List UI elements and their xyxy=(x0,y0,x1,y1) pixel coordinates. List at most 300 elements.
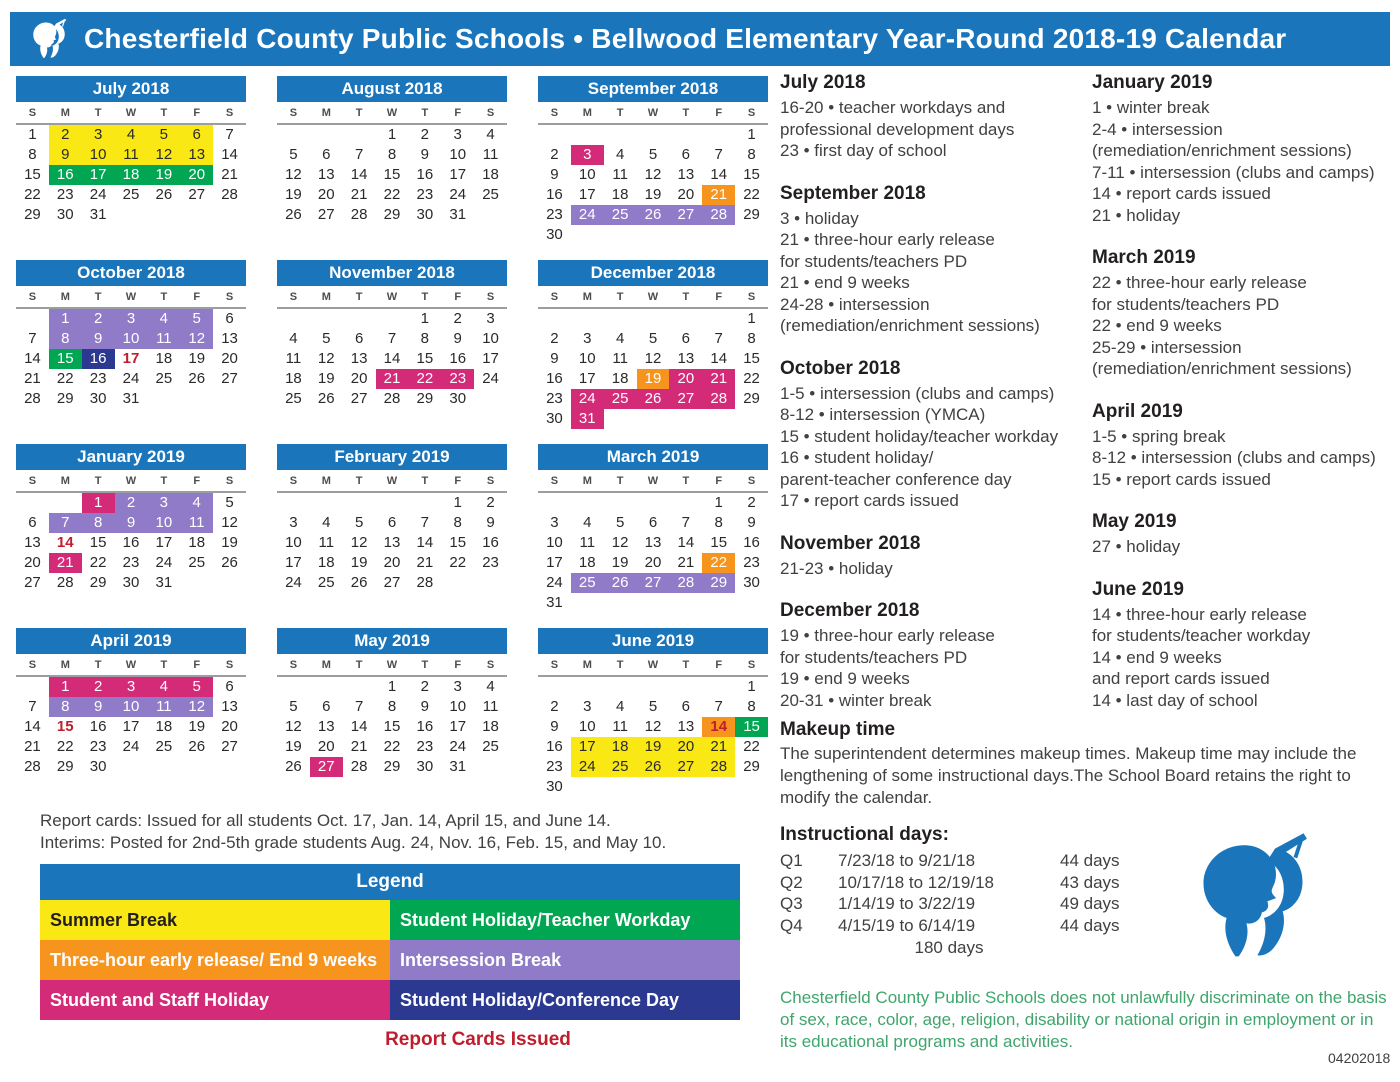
empty-day xyxy=(538,493,571,513)
calendar-day: 27 xyxy=(24,574,41,591)
month-note-line: 14 • last day of school xyxy=(1092,690,1258,710)
calendar-day: 26 xyxy=(285,206,302,223)
calendar-day: 19 xyxy=(317,370,335,387)
calendar-day: 3 xyxy=(486,310,495,327)
empty-day xyxy=(637,125,670,145)
calendar-day: 4 xyxy=(115,125,148,145)
month-note-line: 3 • holiday xyxy=(780,208,859,228)
weekday-label: M xyxy=(321,291,331,303)
instructional-days-section xyxy=(780,824,1210,960)
calendar-day: 24 xyxy=(571,389,604,409)
calendar-day: 9 xyxy=(420,146,430,163)
calendar-day: 1 xyxy=(387,126,397,143)
weekday-label: T xyxy=(421,475,429,487)
calendar-day: 14 xyxy=(416,534,434,551)
calendar-day: 16 xyxy=(49,165,82,185)
calendar-day: 12 xyxy=(611,534,629,551)
month-calendar xyxy=(16,444,246,613)
calendar-day: 6 xyxy=(322,698,331,715)
legend-item: Student Holiday/Conference Day xyxy=(390,980,740,1020)
calendar-day: 22 xyxy=(56,370,74,387)
month-note-line: 19 • three-hour early release xyxy=(780,626,995,645)
days-grid xyxy=(16,309,246,409)
weekday-label: T xyxy=(682,291,690,303)
weekday-label: T xyxy=(616,107,624,119)
page-title: Chesterfield County Public Schools • Bellwood Elementary Year-Round 2018-19 Calendar xyxy=(84,23,1287,54)
calendar-day: 25 xyxy=(604,389,637,409)
calendar-day: 16 xyxy=(546,186,563,203)
calendar-day: 13 xyxy=(677,166,695,183)
days-grid xyxy=(277,309,507,409)
calendar-day: 20 xyxy=(669,737,702,757)
calendar-day: 3 xyxy=(550,514,559,531)
weekday-row xyxy=(16,655,246,677)
calendar-day: 6 xyxy=(28,514,37,531)
weekday-label: T xyxy=(421,107,429,119)
calendar-day: 25 xyxy=(155,738,173,755)
calendar-day: 9 xyxy=(550,718,559,735)
calendar-day: 30 xyxy=(89,390,107,407)
calendar-day: 11 xyxy=(147,329,180,349)
month-calendar xyxy=(277,76,507,245)
empty-day xyxy=(343,677,376,697)
empty-day xyxy=(277,125,310,145)
weekday-label: W xyxy=(386,475,398,487)
calendar-day: 13 xyxy=(677,350,695,367)
calendar-day: 1 xyxy=(49,677,82,697)
calendar-day: 9 xyxy=(453,330,462,347)
calendar-day: 19 xyxy=(285,738,302,755)
calendar-day: 18 xyxy=(482,718,499,735)
calendar-day: 19 xyxy=(637,369,670,389)
days-grid xyxy=(277,125,507,225)
weekday-label: W xyxy=(125,291,137,303)
calendar-day: 2 xyxy=(115,493,148,513)
calendar-day: 26 xyxy=(155,186,173,203)
month-notes-section xyxy=(780,533,1086,580)
month-notes-title: July 2018 xyxy=(780,72,866,93)
quarter-label: Q3 xyxy=(780,894,803,913)
calendar-day: 23 xyxy=(416,738,434,755)
calendar-day: 19 xyxy=(221,534,238,551)
calendar-day: 2 xyxy=(49,125,82,145)
calendar-day: 14 xyxy=(350,718,368,735)
month-note-line: professional development days xyxy=(780,119,1015,139)
empty-day xyxy=(343,125,376,145)
month-note-line: 15 • report cards issued xyxy=(1092,469,1271,489)
month-title: September 2018 xyxy=(538,76,768,102)
calendar-day: 17 xyxy=(155,534,173,551)
month-notes-title: December 2018 xyxy=(780,600,920,621)
calendar-day: 26 xyxy=(188,370,206,387)
calendar-day: 29 xyxy=(24,206,41,223)
calendar-day: 4 xyxy=(615,698,625,715)
calendar-day: 21 xyxy=(350,186,368,203)
calendar-day: 21 xyxy=(24,738,41,755)
month-notes-section xyxy=(1092,247,1398,380)
empty-day xyxy=(702,309,735,329)
empty-day xyxy=(277,309,310,329)
calendar-day: 10 xyxy=(578,350,596,367)
calendar-day: 22 xyxy=(702,553,735,573)
quarter-days: 44 days xyxy=(1060,915,1120,935)
calendar-day: 24 xyxy=(285,574,302,591)
calendar-day: 11 xyxy=(612,166,628,183)
calendar-day: 18 xyxy=(578,554,596,571)
month-notes-section xyxy=(780,72,1086,162)
weekday-label: W xyxy=(125,659,137,671)
weekday-label: W xyxy=(386,107,398,119)
calendar-day: 15 xyxy=(56,718,74,735)
calendar-day: 8 xyxy=(82,513,115,533)
weekday-label: M xyxy=(582,659,592,671)
weekday-label: S xyxy=(486,475,495,487)
legend-item: Summer Break xyxy=(40,900,390,940)
ccps-logo-icon xyxy=(28,16,70,62)
calendar-day: 19 xyxy=(350,554,368,571)
calendar-day: 10 xyxy=(578,718,596,735)
month-note-line: 2-4 • intersession xyxy=(1092,119,1223,139)
calendar-day: 4 xyxy=(486,126,495,143)
nondiscrimination-disclaimer: Chesterfield County Public Schools does not unlawfully discriminate on the basis of sex, race, color, age, religion, disability or national origin in employment or in its educational programs and activities. xyxy=(780,988,1387,1051)
calendar-day: 31 xyxy=(546,594,563,611)
report-cards-issued-label: Report Cards Issued xyxy=(385,1029,571,1050)
weekday-row xyxy=(538,287,768,309)
month-title: December 2018 xyxy=(538,260,768,286)
quarter-days: 43 days xyxy=(1060,872,1120,892)
calendar-day: 28 xyxy=(24,390,41,407)
calendar-day: 8 xyxy=(49,697,82,717)
calendar-day: 19 xyxy=(188,350,206,367)
month-note-line: (remediation/enrichment sessions) xyxy=(1092,141,1352,160)
month-calendar xyxy=(16,260,246,429)
empty-day xyxy=(604,493,637,513)
calendar-day: 25 xyxy=(482,738,499,755)
calendar-day: 14 xyxy=(677,534,695,551)
month-note-line: 21 • three-hour early release xyxy=(780,230,995,249)
calendar-day: 15 xyxy=(449,534,467,551)
calendar-day: 29 xyxy=(743,206,760,223)
empty-day xyxy=(310,125,343,145)
calendar-day: 27 xyxy=(669,205,702,225)
legend-grid xyxy=(40,900,740,1020)
weekday-label: T xyxy=(160,659,168,671)
calendar-day: 1 xyxy=(453,494,462,511)
month-calendar xyxy=(277,628,507,797)
calendar-day: 13 xyxy=(221,330,238,347)
calendar-day: 16 xyxy=(482,534,499,551)
calendar-day: 14 xyxy=(221,146,238,163)
weekday-label: T xyxy=(355,291,363,303)
empty-day xyxy=(310,493,343,513)
calendar-day: 2 xyxy=(747,494,756,511)
calendar-day: 14 xyxy=(24,718,41,735)
calendar-day: 5 xyxy=(147,125,180,145)
month-notes-section xyxy=(1092,511,1398,558)
calendar-day: 1 xyxy=(714,494,723,511)
calendar-day: 27 xyxy=(221,370,238,387)
weekday-label: S xyxy=(28,107,37,119)
calendar-day: 24 xyxy=(449,738,467,755)
weekday-label: S xyxy=(225,107,234,119)
weekday-label: T xyxy=(616,291,624,303)
calendar-day: 20 xyxy=(317,186,335,203)
month-note-line: 8-12 • intersession (YMCA) xyxy=(780,405,986,424)
weekday-label: S xyxy=(225,291,234,303)
month-title: January 2019 xyxy=(16,444,246,470)
calendar-day: 8 xyxy=(747,698,756,715)
calendar-day: 9 xyxy=(82,697,115,717)
calendar-day: 14 xyxy=(24,350,41,367)
calendar-day: 4 xyxy=(147,309,180,329)
weekday-row xyxy=(16,287,246,309)
calendar-day: 3 xyxy=(289,514,298,531)
calendar-day: 9 xyxy=(550,350,559,367)
empty-day xyxy=(16,493,49,513)
instructional-days-row xyxy=(780,915,1210,937)
calendar-day: 10 xyxy=(285,534,302,551)
calendar-day: 6 xyxy=(648,514,658,531)
calendar-day: 30 xyxy=(743,574,760,591)
weekday-label: S xyxy=(747,659,756,671)
calendar-day: 10 xyxy=(546,534,563,551)
calendar-day: 7 xyxy=(420,514,430,531)
calendar-day: 16 xyxy=(546,738,563,755)
calendar-day: 12 xyxy=(147,145,180,165)
weekday-row xyxy=(277,471,507,493)
legend-title: Legend xyxy=(40,864,740,900)
weekday-row xyxy=(277,103,507,125)
notes-column-1 xyxy=(780,72,1086,732)
empty-day xyxy=(571,677,604,697)
calendar-day: 20 xyxy=(350,370,368,387)
calendar-day: 2 xyxy=(82,677,115,697)
calendar-day: 6 xyxy=(322,146,331,163)
empty-day xyxy=(604,677,637,697)
calendar-day: 30 xyxy=(89,758,107,775)
empty-day xyxy=(310,677,343,697)
weekday-label: S xyxy=(550,107,559,119)
makeup-time-title: Makeup time xyxy=(780,719,896,740)
month-note-line: for students/teachers PD xyxy=(780,251,968,271)
month-note-line: for students/teacher workday xyxy=(1092,626,1311,645)
calendar-day: 28 xyxy=(383,390,401,407)
month-note-line: for students/teachers PD xyxy=(780,647,968,667)
weekday-label: F xyxy=(715,107,723,119)
calendar-day: 9 xyxy=(486,514,495,531)
calendar-day: 30 xyxy=(546,778,563,795)
calendar-day: 9 xyxy=(747,514,756,531)
month-note-line: 22 • three-hour early release xyxy=(1092,273,1307,292)
calendar-day: 10 xyxy=(82,145,115,165)
calendar-day: 18 xyxy=(482,166,499,183)
weekday-label: S xyxy=(486,107,495,119)
calendar-day: 7 xyxy=(354,698,364,715)
calendar-day: 3 xyxy=(82,125,115,145)
month-notes-title: October 2018 xyxy=(780,357,901,379)
month-note-line: 1-5 • intersession (clubs and camps) xyxy=(780,383,1055,403)
calendar-day: 30 xyxy=(546,410,563,427)
weekday-label: M xyxy=(60,659,70,671)
days-grid xyxy=(277,677,507,777)
calendar-day: 8 xyxy=(49,329,82,349)
calendar-day: 22 xyxy=(408,369,441,389)
month-notes-section xyxy=(780,600,1086,711)
weekday-label: W xyxy=(386,659,398,671)
weekday-label: S xyxy=(289,291,298,303)
calendar-day: 20 xyxy=(24,554,41,571)
weekday-label: S xyxy=(550,475,559,487)
legend-item: Student and Staff Holiday xyxy=(40,980,390,1020)
calendar-day: 8 xyxy=(747,146,756,163)
month-calendar xyxy=(16,628,246,797)
quarter-days: 44 days xyxy=(1060,851,1120,870)
empty-day xyxy=(669,677,702,697)
calendar-day: 18 xyxy=(115,165,148,185)
calendar-day: 26 xyxy=(604,573,637,593)
weekday-label: W xyxy=(647,291,659,303)
weekday-row xyxy=(277,287,507,309)
calendar-day: 21 xyxy=(49,553,82,573)
calendar-day: 30 xyxy=(449,390,467,407)
calendar-day: 28 xyxy=(702,757,735,777)
month-title: March 2019 xyxy=(538,444,768,470)
weekday-label: T xyxy=(160,107,168,119)
weekday-label: T xyxy=(94,659,102,671)
quarter-label: Q1 xyxy=(780,851,803,870)
calendar-day: 20 xyxy=(221,718,238,735)
calendar-day: 11 xyxy=(579,534,596,551)
calendar-day: 5 xyxy=(648,698,658,715)
calendar-day: 15 xyxy=(383,166,401,183)
weekday-label: S xyxy=(28,659,37,671)
calendar-day: 22 xyxy=(383,186,401,203)
calendar-day: 2 xyxy=(550,698,559,715)
month-note-line: 21-23 • holiday xyxy=(780,558,893,578)
calendar-day: 26 xyxy=(637,205,670,225)
calendar-day: 12 xyxy=(180,329,213,349)
calendar-day: 22 xyxy=(743,738,760,755)
calendar-day: 19 xyxy=(637,737,670,757)
days-grid xyxy=(538,309,768,429)
month-notes-title: November 2018 xyxy=(780,532,921,554)
header-bar xyxy=(10,12,1390,66)
calendar-day: 25 xyxy=(317,574,335,591)
calendar-day: 17 xyxy=(285,554,302,571)
month-note-line: 7-11 • intersession (clubs and camps) xyxy=(1092,162,1375,182)
instructional-days-row xyxy=(780,872,1210,894)
empty-day xyxy=(408,493,441,513)
weekday-label: T xyxy=(94,291,102,303)
calendar-day: 2 xyxy=(82,309,115,329)
report-cards-notes xyxy=(40,810,666,854)
calendar-day: 26 xyxy=(285,758,302,775)
calendar-day: 27 xyxy=(637,573,670,593)
calendar-day: 12 xyxy=(317,350,335,367)
calendar-day: 12 xyxy=(644,350,662,367)
month-title: February 2019 xyxy=(277,444,507,470)
calendar-day: 5 xyxy=(225,494,234,511)
weekday-label: F xyxy=(715,291,723,303)
calendar-day: 7 xyxy=(387,330,397,347)
calendar-day: 24 xyxy=(449,186,467,203)
month-note-line: 23 • first day of school xyxy=(780,141,947,160)
calendar-day: 1 xyxy=(747,126,756,143)
month-notes-title: March 2019 xyxy=(1092,247,1196,268)
calendar-day: 15 xyxy=(710,534,728,551)
calendar-day: 23 xyxy=(89,370,107,387)
calendar-day: 19 xyxy=(285,186,302,203)
empty-day xyxy=(16,677,49,697)
calendar-day: 27 xyxy=(221,738,238,755)
calendar-day: 3 xyxy=(583,698,592,715)
calendar-day: 31 xyxy=(122,390,140,407)
days-grid xyxy=(538,125,768,245)
calendar-day: 7 xyxy=(681,514,691,531)
weekday-label: T xyxy=(355,475,363,487)
weekday-label: T xyxy=(421,659,429,671)
calendar-day: 13 xyxy=(24,534,41,551)
month-calendar xyxy=(538,628,768,797)
calendar-day: 25 xyxy=(285,390,302,407)
month-title: October 2018 xyxy=(16,260,246,286)
empty-day xyxy=(16,309,49,329)
calendar-day: 18 xyxy=(611,370,629,387)
calendar-day: 4 xyxy=(322,514,331,531)
month-note-line: 15 • student holiday/teacher workday xyxy=(780,426,1059,446)
calendar-day: 2 xyxy=(453,310,462,327)
empty-day xyxy=(277,677,310,697)
calendar-day: 23 xyxy=(482,554,499,571)
calendar-day: 21 xyxy=(677,554,695,571)
month-calendar xyxy=(277,260,507,429)
calendar-day: 9 xyxy=(49,145,82,165)
calendar-day: 20 xyxy=(317,738,335,755)
calendar-day: 6 xyxy=(354,330,364,347)
calendar-day: 30 xyxy=(546,226,563,243)
month-note-line: 16-20 • teacher workdays and xyxy=(780,98,1006,117)
calendar-day: 10 xyxy=(115,697,148,717)
calendar-day: 20 xyxy=(677,186,695,203)
makeup-time-body: The superintendent determines makeup times. Makeup time may include the lengthening of some instructional days.The School Board retains the right to modify the calendar. xyxy=(780,744,1357,807)
calendar-day: 9 xyxy=(420,698,430,715)
calendar-day: 4 xyxy=(180,493,213,513)
calendar-day: 21 xyxy=(702,737,735,757)
month-note-line: 1 • winter break xyxy=(1092,98,1210,117)
calendar-day: 17 xyxy=(122,718,140,735)
calendar-day: 9 xyxy=(115,513,148,533)
weekday-label: M xyxy=(321,107,331,119)
ccps-logo-bottom-icon xyxy=(1178,831,1328,963)
calendar-day: 23 xyxy=(416,186,434,203)
calendar-day: 18 xyxy=(155,718,173,735)
weekday-label: M xyxy=(582,107,592,119)
calendar-day: 22 xyxy=(743,370,760,387)
calendar-day: 3 xyxy=(115,677,148,697)
calendar-day: 15 xyxy=(383,718,401,735)
calendar-day: 12 xyxy=(180,697,213,717)
calendar-day: 4 xyxy=(615,330,625,347)
month-calendar xyxy=(277,444,507,613)
empty-day xyxy=(376,493,409,513)
month-title: June 2019 xyxy=(538,628,768,654)
calendar-day: 12 xyxy=(285,718,302,735)
calendar-day: 6 xyxy=(681,146,691,163)
calendar-day: 12 xyxy=(285,166,302,183)
month-note-line: 22 • end 9 weeks xyxy=(1092,316,1222,335)
calendar-day: 8 xyxy=(387,698,397,715)
empty-day xyxy=(376,309,409,329)
